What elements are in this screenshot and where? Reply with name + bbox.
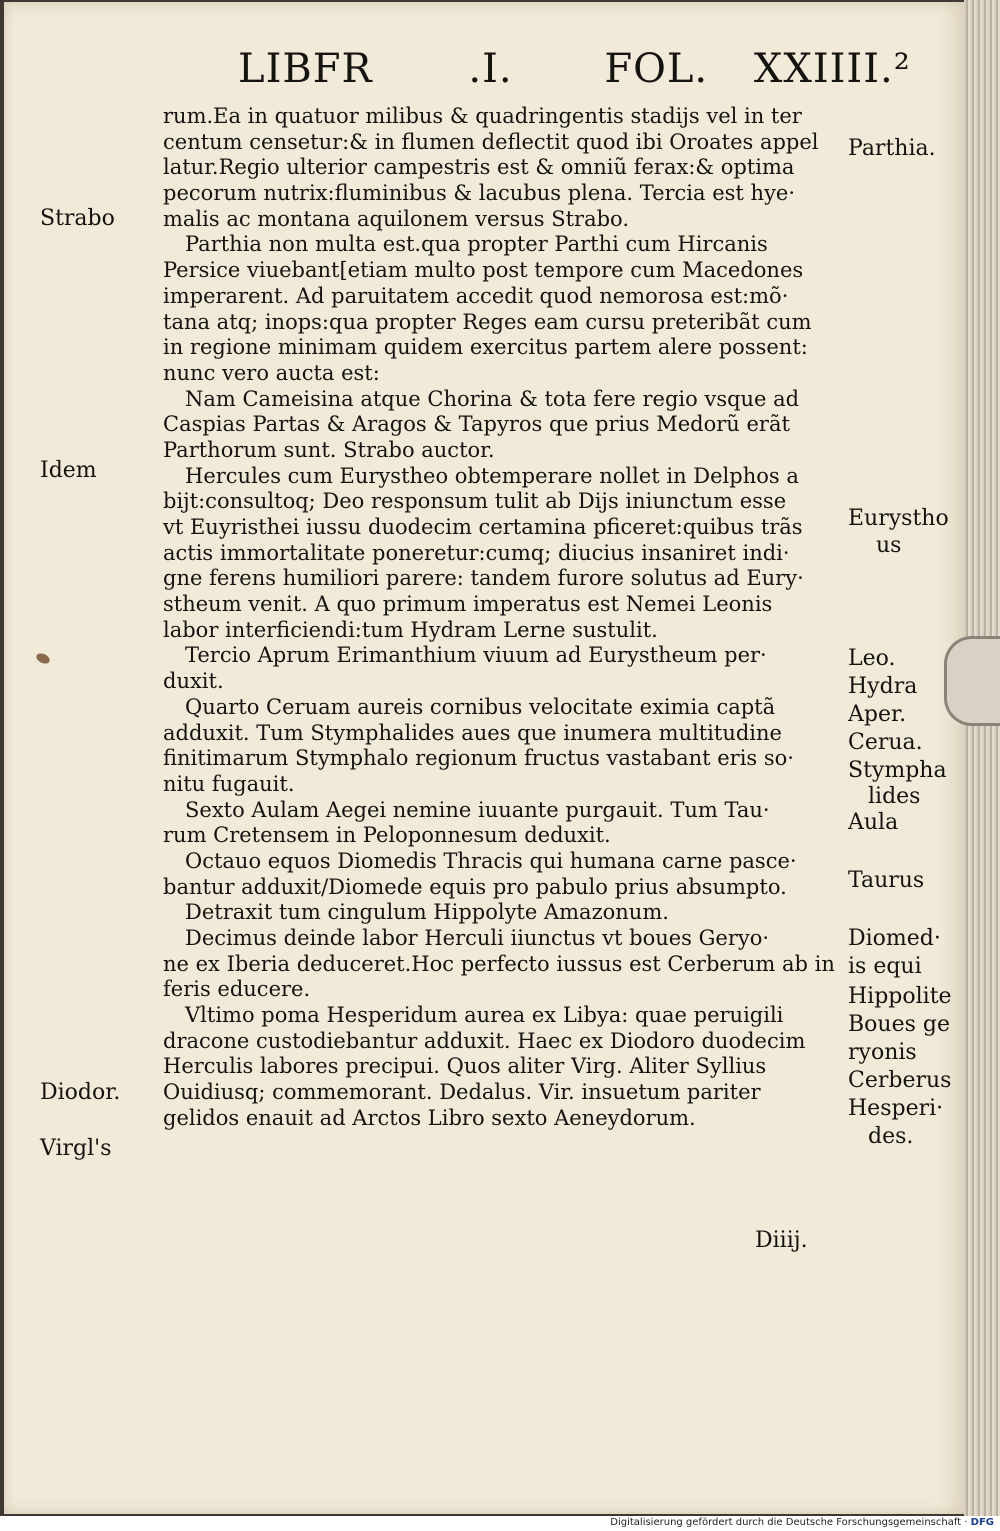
body-text <box>163 104 843 1132</box>
text-line: Decimus deinde labor Herculi iiunctus vt boues Geryo· <box>185 926 770 950</box>
margin-note-hesperi: Hesperi· <box>848 1096 944 1121</box>
footer-credit-text: Digitalisierung gefördert durch die Deutsche Forschungsgemeinschaft <box>610 1517 962 1528</box>
text-line: bijt:consultoq; Deo responsum tulit ab Dijs iniunctum esse <box>163 489 787 514</box>
header-book-number: .I. <box>468 46 513 92</box>
text-line: adduxit. Tum Stymphalides aues que inumera multitudine <box>163 720 782 745</box>
ink-smudge <box>35 651 51 665</box>
text-line: Ouidiusq; commemorant. Dedalus. Vir. insuetum pariter <box>163 1080 761 1105</box>
text-line: Hercules cum Eurystheo obtemperare nollet in Delphos a <box>185 463 799 488</box>
header-folio-label: FOL. <box>604 46 709 92</box>
margin-note-hesperi-cont: des. <box>868 1124 914 1149</box>
footer-credit: Digitalisierung gefördert durch die Deutsche Forschungsgemeinschaft · DFG <box>610 1517 994 1528</box>
header-folio-number: XXIIII.² <box>753 46 911 92</box>
text-line: latur.Regio ulterior campestris est & omniũ ferax:& optima <box>163 155 795 180</box>
signature-mark: Diiij. <box>755 1228 808 1253</box>
text-line: Persice viuebant[etiam multo post tempore cum Macedones <box>163 258 804 283</box>
margin-note-aula: Aula <box>848 810 899 835</box>
text-line: in regione minimam quidem exercitus partem alere possent: <box>163 335 808 360</box>
margin-note-taurus: Taurus <box>848 868 925 893</box>
text-line: malis ac montana aquilonem versus Strabo. <box>163 206 629 231</box>
margin-note-boues: Boues ge <box>848 1012 950 1037</box>
text-line: Octauo equos Diomedis Thracis qui humana carne pasce· <box>185 848 797 873</box>
margin-note-diodor: Diodor. <box>40 1080 121 1105</box>
margin-note-parthia: Parthia. <box>848 136 936 161</box>
running-header <box>238 46 911 92</box>
text-line: nitu fugauit. <box>163 771 295 796</box>
text-line: finitimarum Stymphalo regionum fructus vastabant eris so· <box>163 746 794 771</box>
text-line: Caspias Partas & Aragos & Tapyros que prius Medorũ erãt <box>163 412 790 437</box>
text-line: dracone custodiebantur adduxit. Haec ex Diodoro duodecim <box>163 1028 806 1053</box>
text-line: tana atq; inops:qua propter Reges eam cursu preteribãt cum <box>163 309 812 334</box>
margin-note-leo: Leo. <box>848 646 896 671</box>
dfg-logo: DFG <box>970 1517 994 1528</box>
text-line: vt Euyristhei iussu duodecim certamina pficeret:quibus trãs <box>163 515 803 539</box>
clasp-tab <box>944 636 1000 726</box>
digitization-footer <box>0 1516 1000 1531</box>
margin-note-hippolite: Hippolite <box>848 984 952 1009</box>
text-line: Quarto Ceruam aureis cornibus velocitate eximia captã <box>185 694 776 719</box>
text-line: Sexto Aulam Aegei nemine iuuante purgauit. Tum Tau· <box>185 797 770 822</box>
text-line: Vltimo poma Hesperidum aurea ex Libya: quae peruigili <box>185 1003 784 1028</box>
margin-note-aper: Aper. <box>848 702 907 727</box>
margin-note-hydra: Hydra <box>848 674 918 699</box>
text-line: centum censetur:& in flumen deflectit quod ibi Oroates appel <box>163 129 819 154</box>
text-line: labor interficiendi:tum Hydram Lerne sustulit. <box>163 617 658 642</box>
margin-note-virgl: Virgl's <box>40 1136 112 1161</box>
text-line: feris educere. <box>163 977 311 1002</box>
text-line: Nam Cameisina atque Chorina & tota fere regio vsque ad <box>185 386 800 411</box>
text-line: stheum venit. A quo primum imperatus est Nemei Leonis <box>163 592 773 617</box>
text-line: Tercio Aprum Erimanthium viuum ad Eurystheum per· <box>185 643 767 668</box>
text-line: pecorum nutrix:fluminibus & lacubus plena. Tercia est hye· <box>163 181 796 206</box>
margin-note-stympha-cont: lides <box>868 784 921 809</box>
text-line: Parthorum sunt. Strabo auctor. <box>163 437 495 462</box>
margin-note-idem: Idem <box>40 458 97 483</box>
margin-note-cerua: Cerua. <box>848 730 923 755</box>
margin-note-strabo: Strabo <box>40 206 115 231</box>
header-liber: LIBFR <box>238 46 373 92</box>
text-line: bantur adduxit/Diomede equis pro pabulo prius absumpto. <box>163 874 787 899</box>
margin-note-boues-cont: ryonis <box>848 1040 917 1065</box>
text-line: Detraxit tum cingulum Hippolyte Amazonum. <box>185 900 669 925</box>
text-line: Herculis labores precipui. Quos aliter Virg. Aliter Syllius <box>163 1054 767 1079</box>
margin-note-diomed-cont: is equi <box>848 954 922 979</box>
text-line: rum.Ea in quatuor milibus & quadringentis stadijs vel in ter <box>163 104 802 128</box>
text-line: gelidos enauit ad Arctos Libro sexto Aeneydorum. <box>163 1105 696 1130</box>
text-line: Parthia non multa est.qua propter Parthi cum Hircanis <box>185 232 768 257</box>
text-line: nunc vero aucta est: <box>163 360 380 385</box>
text-line: actis immortalitate poneretur:cumq; diucius insaniret indi· <box>163 540 790 565</box>
page-edges <box>964 0 1000 1516</box>
text-line: rum Cretensem in Peloponnesum deduxit. <box>163 823 611 848</box>
margin-note-eurystho: Eurystho <box>848 506 949 531</box>
text-line: duxit. <box>163 669 224 694</box>
margin-note-diomed: Diomed· <box>848 926 941 951</box>
margin-note-eurystho-cont: us <box>876 533 902 558</box>
margin-note-cerberus: Cerberus <box>848 1068 952 1093</box>
text-line: ne ex Iberia deduceret.Hoc perfecto iussus est Cerberum ab in <box>163 951 835 976</box>
margin-note-stympha: Stympha <box>848 758 947 783</box>
text-line: imperarent. Ad paruitatem accedit quod nemorosa est:mõ· <box>163 283 789 308</box>
text-line: gne ferens humiliori parere: tandem furore solutus ad Eury· <box>163 566 804 591</box>
